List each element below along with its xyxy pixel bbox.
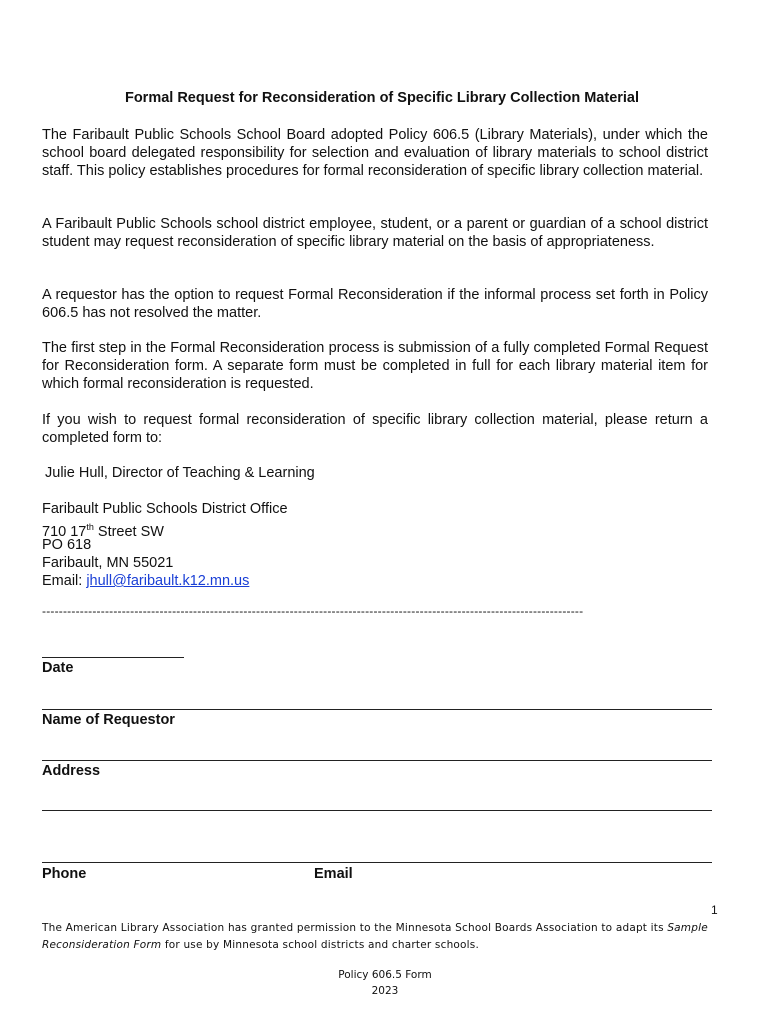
paragraph-option: A requestor has the option to request Formal Reconsideration if the informal process set forth in Policy 606.5 has not resolved the matter. xyxy=(42,287,708,321)
contact-street: 710 17th Street SW xyxy=(42,522,164,540)
date-field-line[interactable] xyxy=(42,657,184,658)
name-label: Name of Requestor xyxy=(42,712,175,728)
contact-po-box: PO 618 xyxy=(42,537,92,553)
email-link[interactable]: jhull@faribault.k12.mn.us xyxy=(86,573,250,589)
page-title: Formal Request for Reconsideration of Specific Library Collection Material xyxy=(124,90,640,106)
phone-email-field-line[interactable] xyxy=(42,862,712,863)
address-field-line[interactable] xyxy=(42,760,712,761)
footer-year: 2023 xyxy=(371,985,399,997)
date-label: Date xyxy=(42,660,74,676)
contact-email: Email: jhull@faribault.k12.mn.us xyxy=(42,573,250,589)
address-label: Address xyxy=(42,763,101,779)
email-label: Email xyxy=(314,866,353,882)
footer-policy: Policy 606.5 Form xyxy=(338,969,432,981)
phone-label: Phone xyxy=(42,866,87,882)
paragraph-return: If you wish to request formal reconsideration of specific library collection material, please return a completed form to: xyxy=(42,412,708,446)
paragraph-eligibility: A Faribault Public Schools school district employee, student, or a parent or guardian of a school district student may request reconsideration of specific library material on the basis of appropriateness. xyxy=(42,216,708,250)
address-field-line-2[interactable] xyxy=(42,810,712,811)
paragraph-first-step: The first step in the Formal Reconsideration process is submission of a fully completed Formal Request for Reconsideration form. A separate form must be completed in full for each library material item for which formal reconsideration is requested. xyxy=(42,340,708,392)
contact-office: Faribault Public Schools District Office xyxy=(42,501,288,517)
contact-city: Faribault, MN 55021 xyxy=(42,555,174,571)
name-field-line[interactable] xyxy=(42,709,712,710)
separator-line: --------------------------------------------------------------------------------------------------------------------------------- xyxy=(42,604,584,618)
footnote: The American Library Association has granted permission to the Minnesota School Boards Association to adapt its Sample Reconsideration Form for use by Minnesota school districts and charter schools. xyxy=(42,922,708,951)
page-number: 1 xyxy=(711,903,718,917)
paragraph-policy: The Faribault Public Schools School Board adopted Policy 606.5 (Library Materials), under which the school board delegated responsibility for selection and evaluation of library materials to school district staff. This policy establishes procedures for formal reconsideration of specific library collection material. xyxy=(42,127,708,179)
contact-name: Julie Hull, Director of Teaching & Learning xyxy=(45,465,315,481)
